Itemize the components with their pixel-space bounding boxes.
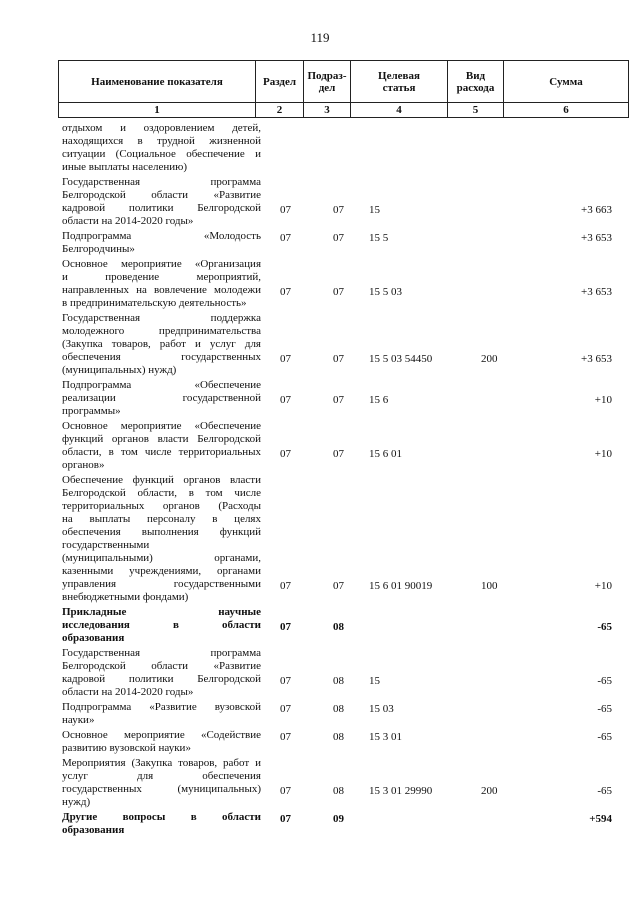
row-celevaya: 15 (369, 675, 380, 687)
row-celevaya: 15 3 01 29990 (369, 785, 433, 797)
table-row (62, 606, 628, 645)
row-celevaya: 15 6 01 90019 (369, 580, 433, 592)
row-name-line: образования (62, 824, 125, 836)
row-podrazdel: 07 (333, 394, 344, 406)
row-podrazdel: 08 (333, 675, 344, 687)
table-row (62, 701, 628, 727)
header-num-1: 1 (59, 103, 256, 118)
row-name (62, 811, 261, 837)
row-name-line: Подпрограмма «Молодость (62, 230, 261, 242)
row-podrazdel: 07 (333, 286, 344, 298)
row-name-line: (муниципальными) органами, (62, 552, 261, 564)
row-name-line: органов» (62, 459, 105, 471)
row-razdel: 07 (280, 785, 291, 797)
row-name-line: Основное мероприятие «Обеспечение (62, 420, 261, 432)
row-vid: 100 (481, 580, 498, 592)
row-name-line: кадровой политики Белгородской (62, 202, 261, 214)
row-razdel: 07 (280, 703, 291, 715)
row-summa: +10 (594, 580, 612, 592)
row-celevaya: 15 3 01 (369, 731, 402, 743)
row-name-line: государственными (62, 539, 150, 551)
row-name (62, 729, 261, 755)
row-summa: -65 (597, 731, 612, 743)
row-podrazdel: 07 (333, 204, 344, 216)
row-podrazdel: 08 (333, 785, 344, 797)
row-name-line: отдыхом и оздоровлением детей, (62, 122, 261, 134)
row-name (62, 606, 261, 645)
row-name (62, 647, 261, 699)
row-podrazdel: 08 (333, 621, 344, 633)
row-name (62, 420, 261, 472)
row-name-line: области, в том числе территориальных (62, 446, 261, 458)
row-name-line: внебюджетными фондами) (62, 591, 189, 603)
header-podrazdel: Подраз- дел (304, 61, 351, 103)
row-celevaya: 15 03 (369, 703, 394, 715)
row-name-line: Государственная поддержка (62, 312, 261, 324)
row-name-line: направленных на вовлечение молодежи (62, 284, 261, 296)
table-row (62, 474, 628, 604)
row-name-line: Белгородчины» (62, 243, 135, 255)
row-name-line: Мероприятия (Закупка товаров, работ и (62, 757, 261, 769)
row-name (62, 230, 261, 256)
row-name-line: (муниципальных) нужд) (62, 364, 177, 376)
row-summa: +3 663 (581, 204, 612, 216)
row-name (62, 312, 261, 377)
row-name-line: в предпринимательскую деятельность» (62, 297, 247, 309)
header-vid: Вид расхода (448, 61, 504, 103)
row-vid: 200 (481, 785, 498, 797)
row-vid: 200 (481, 353, 498, 365)
row-name-line: (Закупка товаров, работ и услуг для (62, 338, 261, 350)
table-row (62, 647, 628, 699)
row-name (62, 379, 261, 418)
row-summa: +3 653 (581, 232, 612, 244)
row-name-line: обеспечения выполнения функций (62, 526, 261, 538)
row-name-line: реализации государственной (62, 392, 261, 404)
row-name-line: управления государственными (62, 578, 261, 590)
row-name-line: казенными учреждениями, органами (62, 565, 261, 577)
row-podrazdel: 08 (333, 731, 344, 743)
header-num-6: 6 (504, 103, 629, 118)
table-row (62, 312, 628, 377)
row-name (62, 258, 261, 310)
row-podrazdel: 07 (333, 232, 344, 244)
table-row (62, 729, 628, 755)
header-name: Наименование показателя (59, 61, 256, 103)
row-name-line: ситуации (Социальное обеспечение и (62, 148, 261, 160)
row-name-line: Белгородской области, в том числе (62, 487, 261, 499)
header-razdel: Раздел (256, 61, 304, 103)
header-summa: Сумма (504, 61, 629, 103)
table-row (62, 420, 628, 472)
row-summa: -65 (597, 621, 612, 633)
row-name-line: науки» (62, 714, 95, 726)
row-name-line: программы» (62, 405, 121, 417)
row-name-line: Другие вопросы в области (62, 811, 261, 823)
row-name-line: находящихся в трудной жизненной (62, 135, 261, 147)
header-num-2: 2 (256, 103, 304, 118)
row-name (62, 701, 261, 727)
row-summa: +594 (589, 813, 612, 825)
table-row (62, 258, 628, 310)
table-header (58, 60, 629, 118)
row-name-line: нужд) (62, 796, 91, 808)
row-name-line: Белгородской области «Развитие (62, 189, 261, 201)
row-podrazdel: 09 (333, 813, 344, 825)
table-row (62, 757, 628, 809)
row-razdel: 07 (280, 621, 291, 633)
row-name-line: молодежного предпринимательства (62, 325, 261, 337)
row-podrazdel: 07 (333, 353, 344, 365)
row-name-line: развитию вузовской науки» (62, 742, 191, 754)
row-razdel: 07 (280, 232, 291, 244)
row-name-line: исследования в области (62, 619, 261, 631)
row-razdel: 07 (280, 448, 291, 460)
row-summa: +3 653 (581, 353, 612, 365)
row-podrazdel: 07 (333, 580, 344, 592)
row-razdel: 07 (280, 813, 291, 825)
row-name-line: Подпрограмма «Обеспечение (62, 379, 261, 391)
row-name (62, 757, 261, 809)
row-name-line: Обеспечение функций органов власти (62, 474, 261, 486)
row-name-line: области на 2014-2020 годы» (62, 686, 194, 698)
row-name-line: Основное мероприятие «Организация (62, 258, 261, 270)
row-summa: -65 (597, 703, 612, 715)
row-name-line: Подпрограмма «Развитие вузовской (62, 701, 261, 713)
row-name-line: функций органов власти Белгородской (62, 433, 261, 445)
row-name-line: обеспечения государственных (62, 351, 261, 363)
row-name-line: услуг для обеспечения (62, 770, 261, 782)
header-celevaya: Целевая статья (351, 61, 448, 103)
row-name-line: территориальных органов (Расходы (62, 500, 261, 512)
header-num-4: 4 (351, 103, 448, 118)
row-name (62, 122, 261, 174)
page-number: 119 (310, 30, 330, 45)
row-name (62, 176, 261, 228)
row-celevaya: 15 6 01 (369, 448, 402, 460)
table-row (62, 122, 628, 174)
row-celevaya: 15 5 03 54450 (369, 353, 433, 365)
row-name-line: Государственная программа (62, 176, 261, 188)
row-podrazdel: 08 (333, 703, 344, 715)
header-num-5: 5 (448, 103, 504, 118)
row-razdel: 07 (280, 204, 291, 216)
row-name-line: Белгородской области «Развитие (62, 660, 261, 672)
row-razdel: 07 (280, 394, 291, 406)
row-summa: +10 (594, 394, 612, 406)
row-celevaya: 15 5 03 (369, 286, 402, 298)
row-celevaya: 15 5 (369, 232, 389, 244)
row-summa: -65 (597, 785, 612, 797)
row-razdel: 07 (280, 675, 291, 687)
row-name-line: кадровой политики Белгородской (62, 673, 261, 685)
row-name-line: области на 2014-2020 годы» (62, 215, 194, 227)
table-row (62, 379, 628, 418)
row-name-line: и проведение мероприятий, (62, 271, 261, 283)
row-name-line: на выплаты персоналу в целях (62, 513, 261, 525)
header-num-3: 3 (304, 103, 351, 118)
row-summa: -65 (597, 675, 612, 687)
row-razdel: 07 (280, 580, 291, 592)
table-row (62, 811, 628, 837)
row-name-line: иные выплаты населению) (62, 161, 187, 173)
row-podrazdel: 07 (333, 448, 344, 460)
row-name-line: Основное мероприятие «Содействие (62, 729, 261, 741)
row-razdel: 07 (280, 353, 291, 365)
row-name-line: образования (62, 632, 125, 644)
row-celevaya: 15 (369, 204, 380, 216)
row-name-line: Прикладные научные (62, 606, 261, 618)
row-name-line: государственных (муниципальных) (62, 783, 261, 795)
row-name (62, 474, 261, 604)
row-summa: +3 653 (581, 286, 612, 298)
row-razdel: 07 (280, 286, 291, 298)
table-row (62, 176, 628, 228)
table-row (62, 230, 628, 256)
row-summa: +10 (594, 448, 612, 460)
row-name-line: Государственная программа (62, 647, 261, 659)
row-celevaya: 15 6 (369, 394, 389, 406)
row-razdel: 07 (280, 731, 291, 743)
